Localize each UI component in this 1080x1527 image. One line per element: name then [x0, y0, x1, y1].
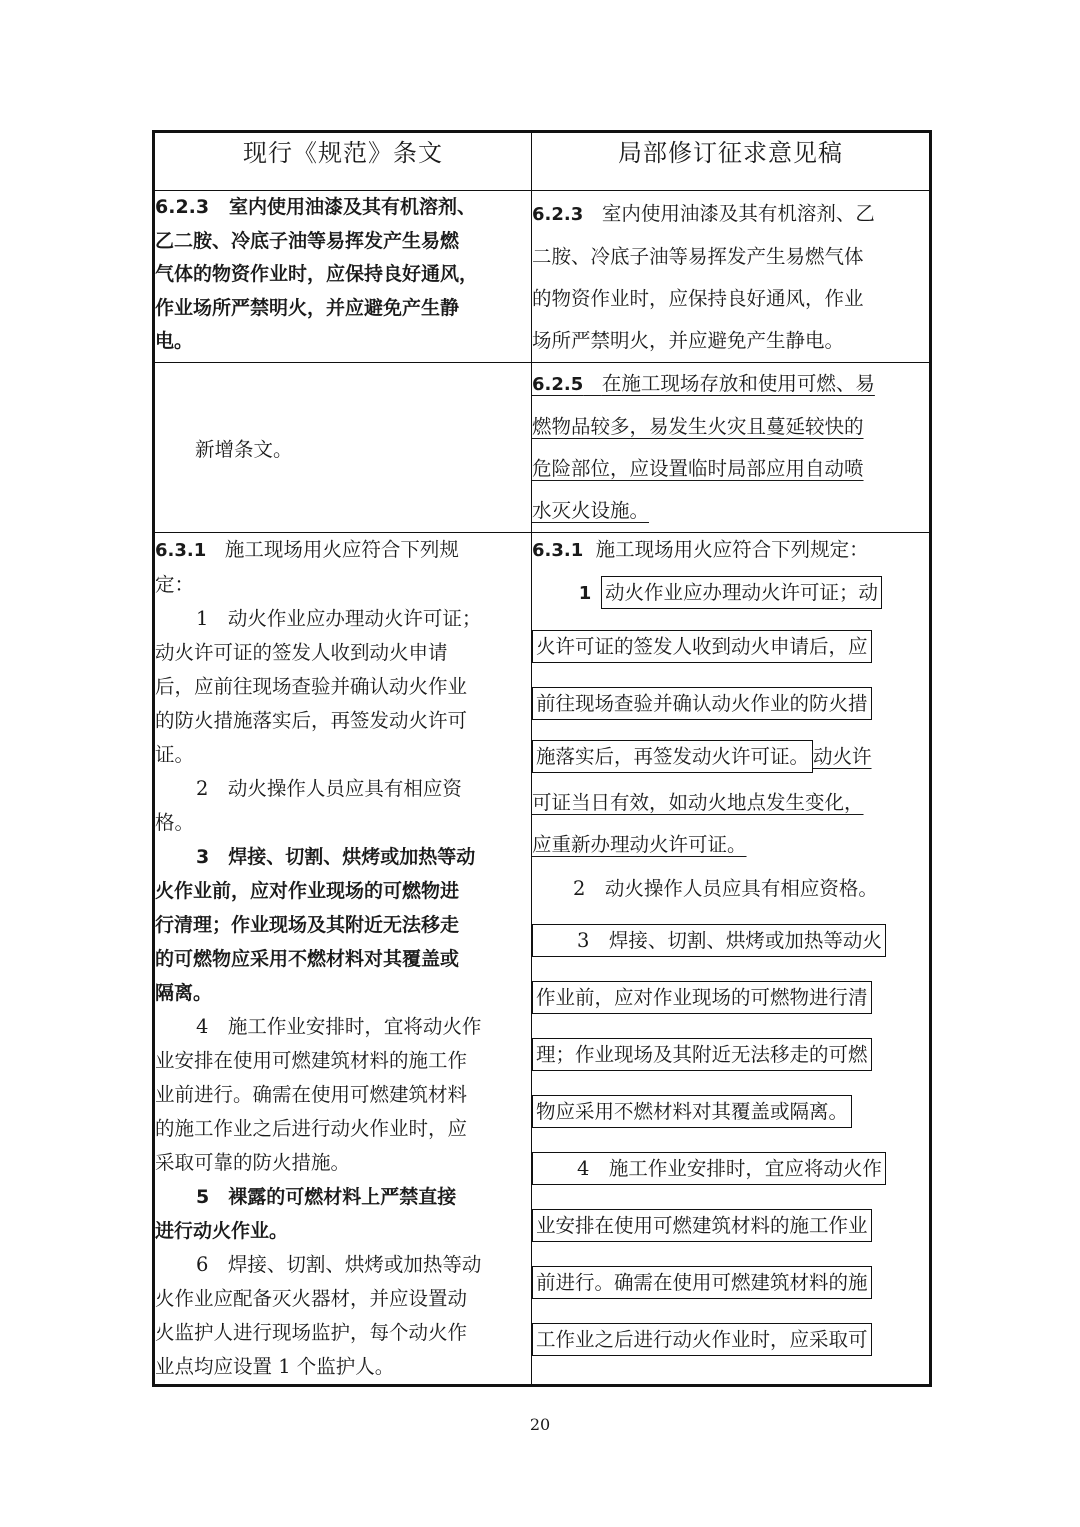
boxed-text-line: 物应采用不燃材料对其覆盖或隔离。 [532, 1095, 852, 1128]
text-line: 定： [155, 573, 195, 596]
boxed-text-line: 前进行。确需在使用可燃建筑材料的施 [532, 1266, 872, 1299]
revision-6-2-5 [532, 363, 931, 533]
clause-number: 6.2.5 [532, 374, 584, 395]
added-text-line: 应重新办理动火许可证。 [532, 833, 747, 856]
text-line: 作业场所严禁明火，并应避免产生静 [155, 296, 460, 319]
clause-number: 6.2.3 [532, 204, 584, 225]
text-line: 施工现场用火应符合下列规 [224, 538, 459, 561]
text-line: 场所严禁明火，并应避免产生静电。 [532, 329, 845, 352]
text-line: 电。 [155, 330, 194, 352]
revision-item-3 [532, 912, 929, 1140]
text-line: 二胺、冷底子油等易挥发产生易燃气体 [532, 245, 864, 268]
current-new-clause [154, 363, 532, 533]
text-line: 的物资作业时，应保持良好通风，作业 [532, 287, 864, 310]
revision-6-2-3 [532, 191, 931, 363]
revision-item-4 [532, 1140, 929, 1368]
text-line: 室内使用油漆及其有机溶剂、乙 [601, 202, 875, 225]
header-current: 现行《规范》条文 [154, 132, 532, 191]
boxed-text-line: 火许可证的签发人收到动火申请后，应 [532, 630, 872, 663]
new-clause-label: 新增条文。 [195, 437, 293, 461]
current-6-2-3 [154, 191, 532, 363]
row-6-2-3 [154, 191, 931, 363]
boxed-text-line: 动火作业应办理动火许可证；动 [601, 576, 882, 609]
boxed-text-line: 作业前，应对作业现场的可燃物进行清 [532, 981, 872, 1014]
text-line: 燃物品较多，易发生火灾且蔓延较快的 [532, 415, 864, 438]
page-number: 20 [529, 1415, 551, 1434]
row-6-3-1 [154, 533, 931, 1386]
text-line: 水灭火设施。 [532, 499, 650, 522]
boxed-text-line: 4 施工作业安排时，宜应将动火作 [532, 1152, 886, 1185]
boxed-text-line: 业安排在使用可燃建筑材料的施工作业 [532, 1209, 872, 1242]
text-line: 气体的物资作业时，应保持良好通风， [155, 263, 479, 285]
boxed-text-line: 工作业之后进行动火作业时，应采取可 [532, 1323, 872, 1356]
item-number: 1 [578, 583, 592, 604]
header-row [154, 132, 931, 191]
revision-item-2: 2 动火操作人员应具有相应资格。 [573, 877, 878, 900]
text-line: 室内使用油漆及其有机溶剂、 [228, 196, 476, 218]
text-line: 危险部位，应设置临时局部应用自动喷 [532, 457, 864, 480]
clause-number: 6.2.3 [155, 196, 210, 218]
current-6-3-1 [154, 533, 532, 1386]
boxed-text-line: 前往现场查验并确认动火作业的防火措 [532, 687, 872, 720]
current-item-1: 1 动火作业应办理动火许可证； 动火许可证的签发人收到动火申请 后，应前往现场查验并确认动火作业 的防火措施落实后，再签发动火许可 证。 [155, 607, 482, 766]
text-line: 乙二胺、冷底子油等易挥发产生易燃 [155, 229, 460, 252]
current-item-6: 6 焊接、切割、烘烤或加热等动 火作业应配备灭火器材，并应设置动 火监护人进行现场监护，每个动火作 业点均应设置 1 个监护人。 [155, 1253, 482, 1378]
current-item-4: 4 施工作业安排时，宜将动火作 业安排在使用可燃建筑材料的施工作 业前进行。确需在使用可燃建筑材料 的施工作业之后进行动火作业时，应 采取可靠的防火措施。 [155, 1015, 482, 1174]
current-item-2: 2 动火操作人员应具有相应资 格。 [155, 777, 462, 834]
revision-item-1 [532, 568, 929, 866]
comparison-table [152, 130, 932, 1387]
text-line: 在施工现场存放和使用可燃、易 [601, 372, 875, 395]
current-item-5: 5 裸露的可燃材料上严禁直接 进行动火作业。 [155, 1186, 457, 1242]
revision-6-3-1 [532, 533, 931, 1386]
boxed-text-line: 3 焊接、切割、烘烤或加热等动火 [532, 924, 886, 957]
boxed-text-line: 理；作业现场及其附近无法移走的可燃 [532, 1038, 872, 1071]
header-revision: 局部修订征求意见稿 [532, 132, 931, 191]
clause-number: 6.3.1 [155, 540, 207, 561]
current-item-3: 3 焊接、切割、烘烤或加热等动 火作业前，应对作业现场的可燃物进 行清理；作业现场及其附近无法移走 的可燃物应采用不燃材料对其覆盖或 隔离。 [155, 846, 476, 1004]
row-6-2-5 [154, 363, 931, 533]
added-text-line: 可证当日有效，如动火地点发生变化， [532, 791, 864, 814]
boxed-text-line: 施落实后，再签发动火许可证。 [532, 740, 813, 773]
clause-number: 6.3.1 [532, 540, 584, 561]
text-line: 施工现场用火应符合下列规定： [595, 538, 869, 561]
added-text-line: 动火许 [813, 745, 872, 768]
